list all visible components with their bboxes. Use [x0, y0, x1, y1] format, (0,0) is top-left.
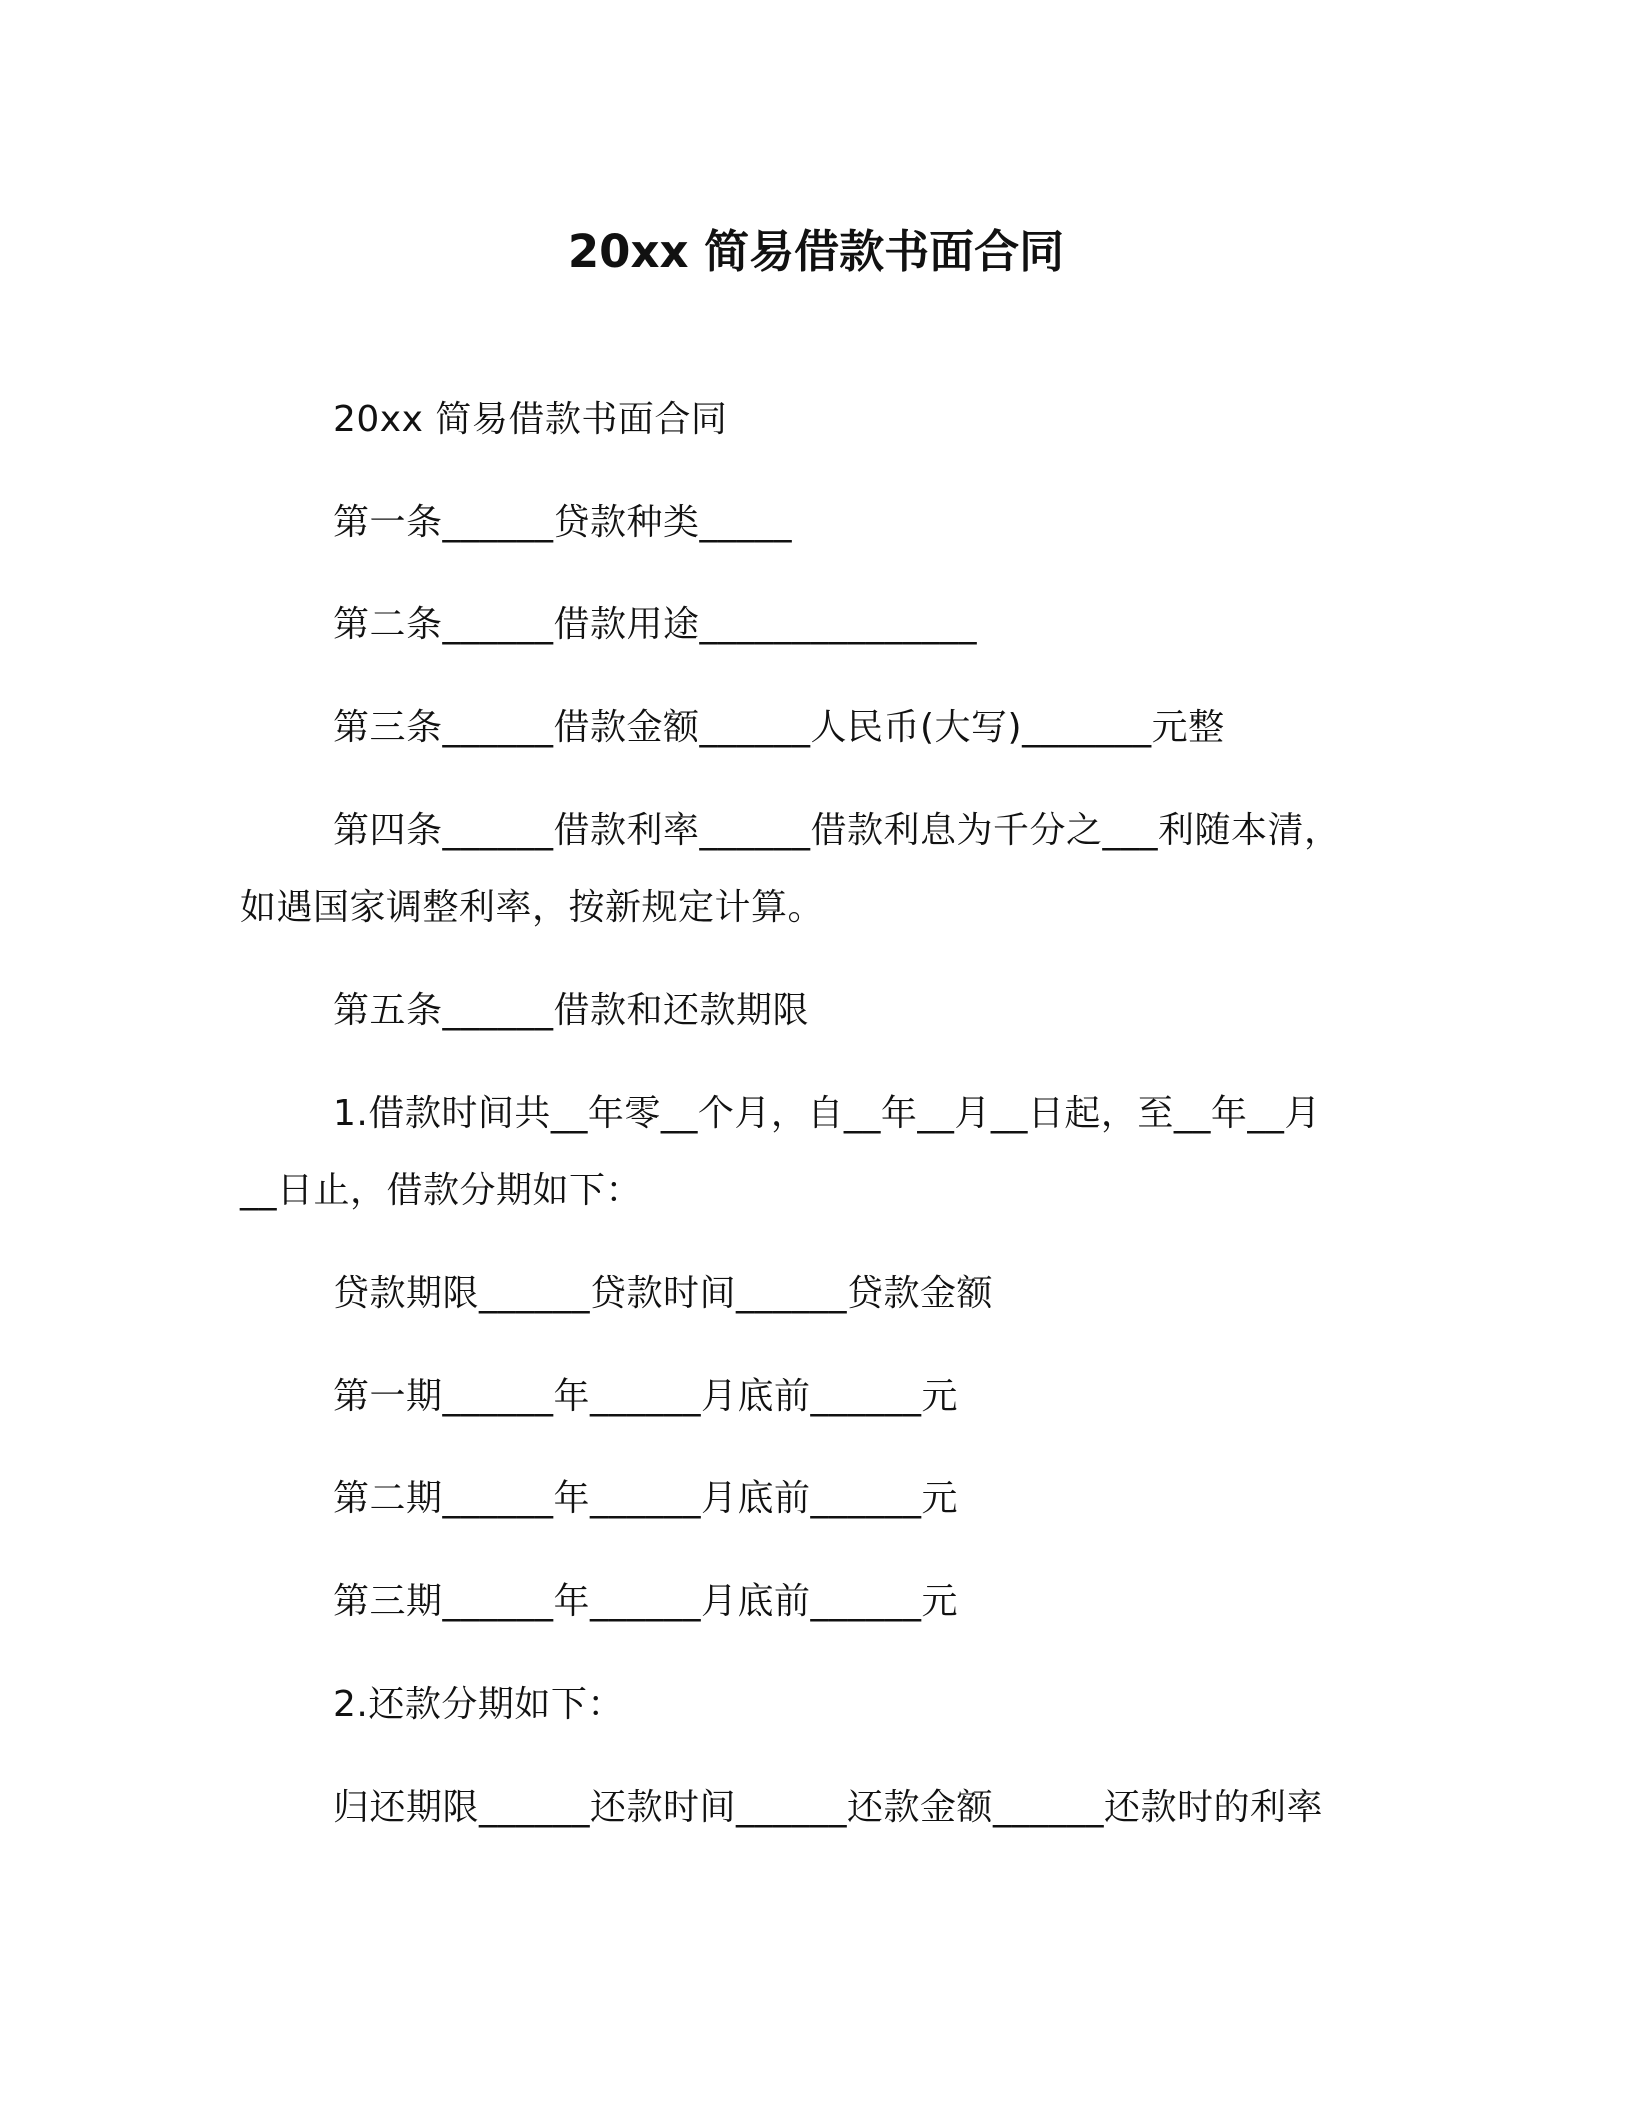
- period-1: 第一期______年______月底前______元: [333, 1376, 959, 1417]
- item-1-line-1: 1.借款时间共__年零__个月，自__年__月__日起，至__年__月: [333, 1093, 1321, 1134]
- article-1: 第一条______贷款种类_____: [333, 502, 793, 543]
- document-title: 20xx 简易借款书面合同: [567, 225, 1065, 278]
- article-3: 第三条______借款金额______人民币(大写)_______元整: [333, 707, 1225, 748]
- article-4-line-1: 第四条______借款利率______借款利息为千分之___利随本清，: [333, 810, 1341, 851]
- article-2: 第二条______借款用途_______________: [333, 604, 978, 645]
- document-subtitle: 20xx 简易借款书面合同: [333, 399, 728, 440]
- period-3: 第三期______年______月底前______元: [333, 1581, 959, 1622]
- item-1-line-2: __日止，借款分期如下：: [240, 1170, 643, 1211]
- period-2: 第二期______年______月底前______元: [333, 1478, 959, 1519]
- article-4-line-2: 如遇国家调整利率，按新规定计算。: [240, 887, 825, 928]
- article-5: 第五条______借款和还款期限: [333, 990, 810, 1031]
- loan-table-header: 贷款期限______贷款时间______贷款金额: [333, 1273, 994, 1314]
- repay-table-header: 归还期限______还款时间______还款金额______还款时的利率: [333, 1787, 1324, 1828]
- item-2: 2.还款分期如下：: [333, 1684, 624, 1725]
